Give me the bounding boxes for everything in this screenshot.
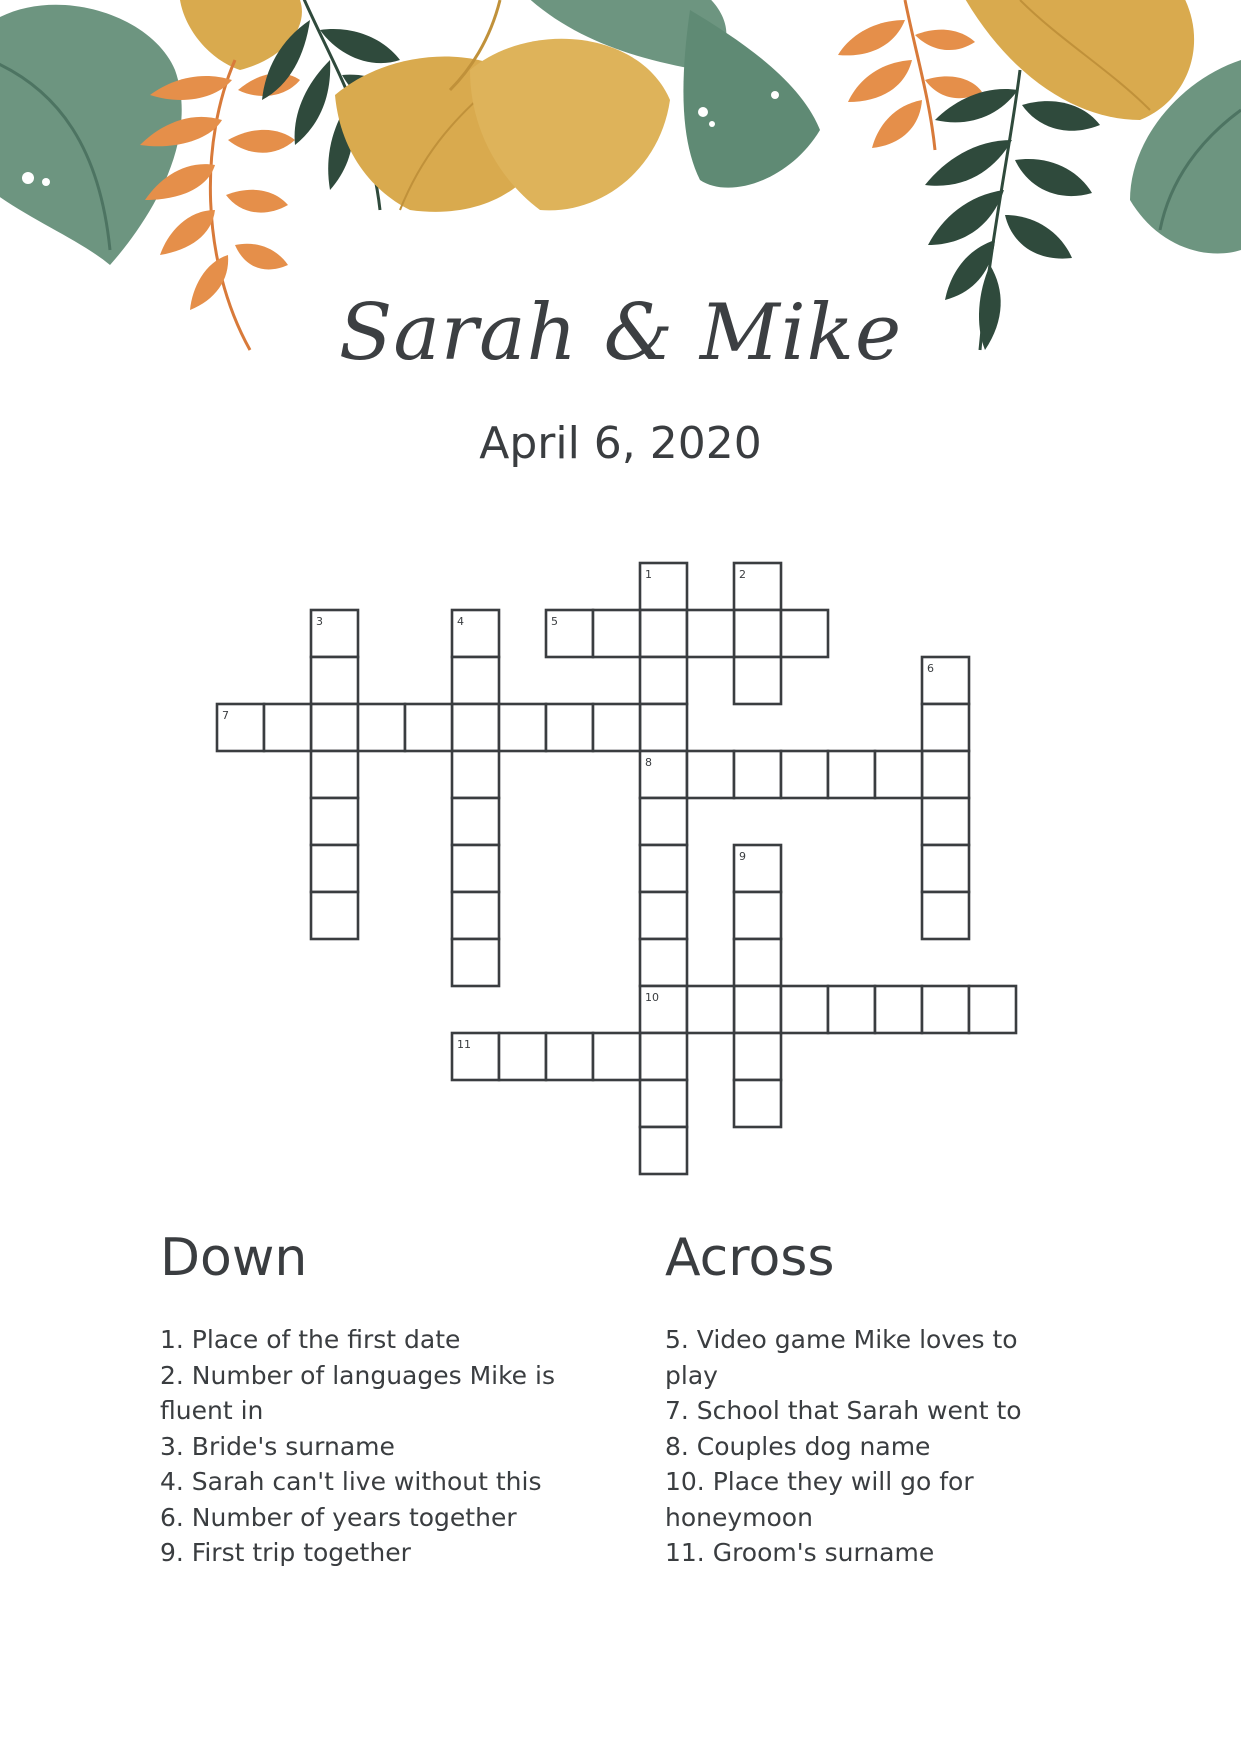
crossword-cell[interactable] <box>640 657 687 704</box>
crossword-cell[interactable] <box>452 657 499 704</box>
clue-number: 11 <box>457 1038 471 1051</box>
across-clue: 11. Groom's surname <box>665 1538 935 1567</box>
down-clue: 2. Number of languages Mike is fluent in <box>160 1360 555 1425</box>
wedding-date: April 6, 2020 <box>479 418 762 469</box>
crossword-cell[interactable] <box>640 1033 687 1080</box>
crossword-cell[interactable] <box>875 751 922 798</box>
crossword-cell[interactable] <box>640 892 687 939</box>
clue-number: 4 <box>457 615 464 628</box>
down-clue: 6. Number of years together <box>160 1502 517 1532</box>
crossword-cell[interactable] <box>405 704 452 751</box>
across-heading: Across <box>665 1228 835 1288</box>
down-heading: Down <box>160 1228 308 1288</box>
crossword-cell[interactable] <box>593 610 640 657</box>
across-clue: 10. Place they will go for honeymoon <box>665 1467 974 1532</box>
down-clue: 3. Bride's surname <box>160 1431 395 1461</box>
clue-number: 9 <box>739 850 746 863</box>
crossword-cell[interactable] <box>311 751 358 798</box>
crossword-cell[interactable] <box>452 798 499 845</box>
crossword-cell[interactable] <box>687 751 734 798</box>
crossword-cell[interactable] <box>781 751 828 798</box>
crossword-cell[interactable] <box>734 1033 781 1080</box>
crossword-cell[interactable] <box>828 986 875 1033</box>
crossword-cell[interactable] <box>311 845 358 892</box>
crossword-cell[interactable] <box>593 704 640 751</box>
crossword-cell[interactable] <box>593 1033 640 1080</box>
crossword-cell[interactable] <box>546 1033 593 1080</box>
clue-number: 6 <box>927 662 934 675</box>
crossword-cell[interactable] <box>640 1127 687 1174</box>
clue-number: 8 <box>645 756 652 769</box>
crossword-cell[interactable] <box>640 845 687 892</box>
clue-number: 10 <box>645 991 659 1004</box>
down-clue: 4. Sarah can't live without this <box>160 1467 542 1496</box>
crossword-cell[interactable] <box>687 610 734 657</box>
clue-number: 1 <box>645 568 652 581</box>
across-clue: 7. School that Sarah went to <box>665 1396 1022 1425</box>
crossword-cell[interactable] <box>922 751 969 798</box>
couple-names: Sarah & Mike <box>338 288 903 378</box>
crossword-cell[interactable] <box>734 1080 781 1127</box>
crossword-cell[interactable] <box>640 939 687 986</box>
down-clue: 1. Place of the first date <box>160 1325 461 1354</box>
crossword-cell[interactable] <box>640 1080 687 1127</box>
clue-number: 2 <box>739 568 746 581</box>
crossword-cell[interactable] <box>358 704 405 751</box>
crossword-cell[interactable] <box>311 892 358 939</box>
crossword-cell[interactable] <box>734 610 781 657</box>
crossword-cell[interactable] <box>922 704 969 751</box>
crossword-cell[interactable] <box>452 704 499 751</box>
down-clue: 9. First trip together <box>160 1538 411 1567</box>
clue-number: 5 <box>551 615 558 628</box>
crossword-cell[interactable] <box>640 704 687 751</box>
crossword-cell[interactable] <box>546 704 593 751</box>
crossword-cell[interactable] <box>687 986 734 1033</box>
crossword-cell[interactable] <box>311 704 358 751</box>
crossword-cell[interactable] <box>734 892 781 939</box>
crossword-cell[interactable] <box>452 751 499 798</box>
crossword-cell[interactable] <box>969 986 1016 1033</box>
crossword-cell[interactable] <box>828 751 875 798</box>
across-clue: 8. Couples dog name <box>665 1431 931 1461</box>
down-clues <box>160 1228 590 1571</box>
crossword-cell[interactable] <box>499 704 546 751</box>
crossword-cell[interactable] <box>640 610 687 657</box>
crossword-cell[interactable] <box>734 939 781 986</box>
across-clue: 5. Video game Mike loves to play <box>665 1325 1018 1390</box>
crossword-cell[interactable] <box>922 798 969 845</box>
crossword-cell[interactable] <box>781 986 828 1033</box>
clue-number: 3 <box>316 615 323 628</box>
crossword-cell[interactable] <box>734 986 781 1033</box>
crossword-cell[interactable] <box>734 751 781 798</box>
across-clues <box>665 1228 1065 1571</box>
crossword-cell[interactable] <box>875 986 922 1033</box>
crossword-cell[interactable] <box>922 845 969 892</box>
crossword-cell[interactable] <box>264 704 311 751</box>
crossword-cell[interactable] <box>311 657 358 704</box>
crossword-cell[interactable] <box>452 892 499 939</box>
crossword-cell[interactable] <box>734 657 781 704</box>
crossword-cell[interactable] <box>452 845 499 892</box>
crossword-cell[interactable] <box>922 892 969 939</box>
clue-number: 7 <box>222 709 229 722</box>
crossword-cell[interactable] <box>922 986 969 1033</box>
crossword-cell[interactable] <box>499 1033 546 1080</box>
crossword-cell[interactable] <box>452 939 499 986</box>
crossword-cell[interactable] <box>640 798 687 845</box>
crossword-cell[interactable] <box>781 610 828 657</box>
crossword-cell[interactable] <box>311 798 358 845</box>
